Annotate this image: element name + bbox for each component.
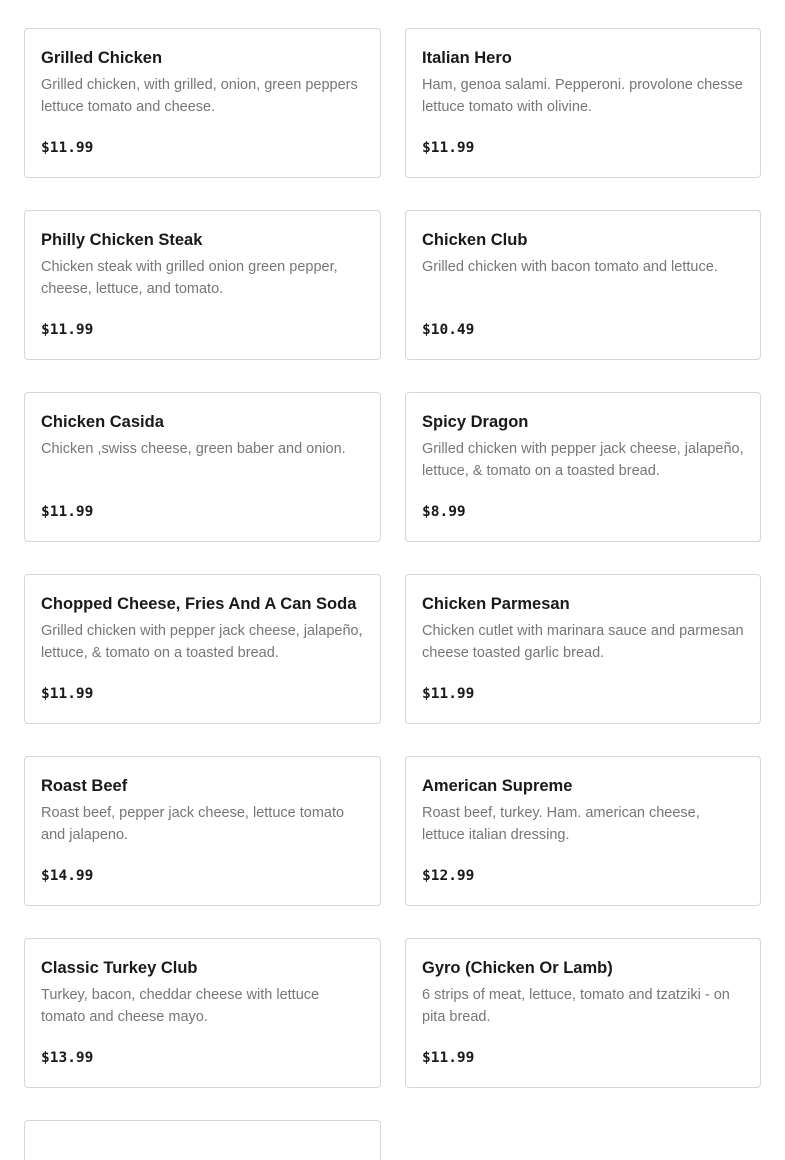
item-price: $13.99 (41, 1050, 94, 1066)
item-name: Spicy Dragon (422, 413, 529, 431)
item-description: Grilled chicken with pepper jack cheese, jalapeño, lettuce, & tomato on a toasted bread. (422, 441, 744, 479)
item-price: $12.99 (422, 868, 475, 884)
item-price: $11.99 (422, 1050, 475, 1066)
item-description: Chicken cutlet with marinara sauce and parmesan cheese toasted garlic bread. (422, 623, 744, 661)
item-name: Chicken Casida (41, 413, 164, 431)
menu-item-card[interactable] (24, 756, 381, 906)
menu-item-card[interactable] (405, 938, 761, 1088)
menu-item-card[interactable] (24, 938, 381, 1088)
menu-item-card[interactable] (24, 574, 381, 724)
menu-grid (24, 28, 761, 1160)
item-price: $11.99 (422, 140, 475, 156)
item-price: $11.99 (41, 686, 94, 702)
item-price: $11.99 (422, 686, 475, 702)
item-name: Chicken Parmesan (422, 595, 570, 613)
item-price: $8.99 (422, 504, 466, 520)
menu-item-card[interactable] (24, 392, 381, 542)
item-name: Gyro (Chicken Or Lamb) (422, 959, 613, 977)
item-name: Chopped Cheese, Fries And A Can Soda (41, 595, 357, 613)
item-description: Grilled chicken with pepper jack cheese, jalapeño, lettuce, & tomato on a toasted bread. (41, 623, 363, 661)
item-price: $11.99 (41, 504, 94, 520)
menu-item-card[interactable] (405, 210, 761, 360)
menu-item-card[interactable] (405, 574, 761, 724)
item-description: Roast beef, turkey. Ham. american cheese, lettuce italian dressing. (422, 805, 700, 843)
item-description: Ham, genoa salami. Pepperoni. provolone chesse lettuce tomato with olivine. (422, 77, 743, 115)
item-price: $10.49 (422, 322, 475, 338)
menu-item-card-partial[interactable] (24, 1120, 381, 1160)
item-description: 6 strips of meat, lettuce, tomato and tzatziki - on pita bread. (422, 987, 730, 1025)
item-name: Grilled Chicken (41, 49, 163, 67)
item-name: American Supreme (422, 777, 573, 795)
item-price: $14.99 (41, 868, 94, 884)
item-description: Turkey, bacon, cheddar cheese with lettuce tomato and cheese mayo. (41, 987, 320, 1025)
item-price: $11.99 (41, 140, 94, 156)
item-description: Grilled chicken, with grilled, onion, green peppers lettuce tomato and cheese. (41, 77, 358, 115)
item-name: Roast Beef (41, 777, 128, 795)
item-name: Chicken Club (422, 231, 528, 249)
menu-item-card[interactable] (405, 28, 761, 178)
item-name: Italian Hero (422, 49, 512, 67)
item-name: Philly Chicken Steak (41, 231, 203, 249)
menu-item-card[interactable] (24, 28, 381, 178)
item-price: $11.99 (41, 322, 94, 338)
item-name: Classic Turkey Club (41, 959, 198, 977)
item-description: Chicken steak with grilled onion green pepper, cheese, lettuce, and tomato. (41, 259, 338, 297)
item-description: Grilled chicken with bacon tomato and lettuce. (422, 259, 718, 275)
menu-item-card[interactable] (405, 756, 761, 906)
item-description: Roast beef, pepper jack cheese, lettuce tomato and jalapeno. (41, 805, 345, 843)
menu-item-card[interactable] (405, 392, 761, 542)
menu-item-card[interactable] (24, 210, 381, 360)
item-description: Chicken ,swiss cheese, green baber and onion. (41, 441, 346, 457)
